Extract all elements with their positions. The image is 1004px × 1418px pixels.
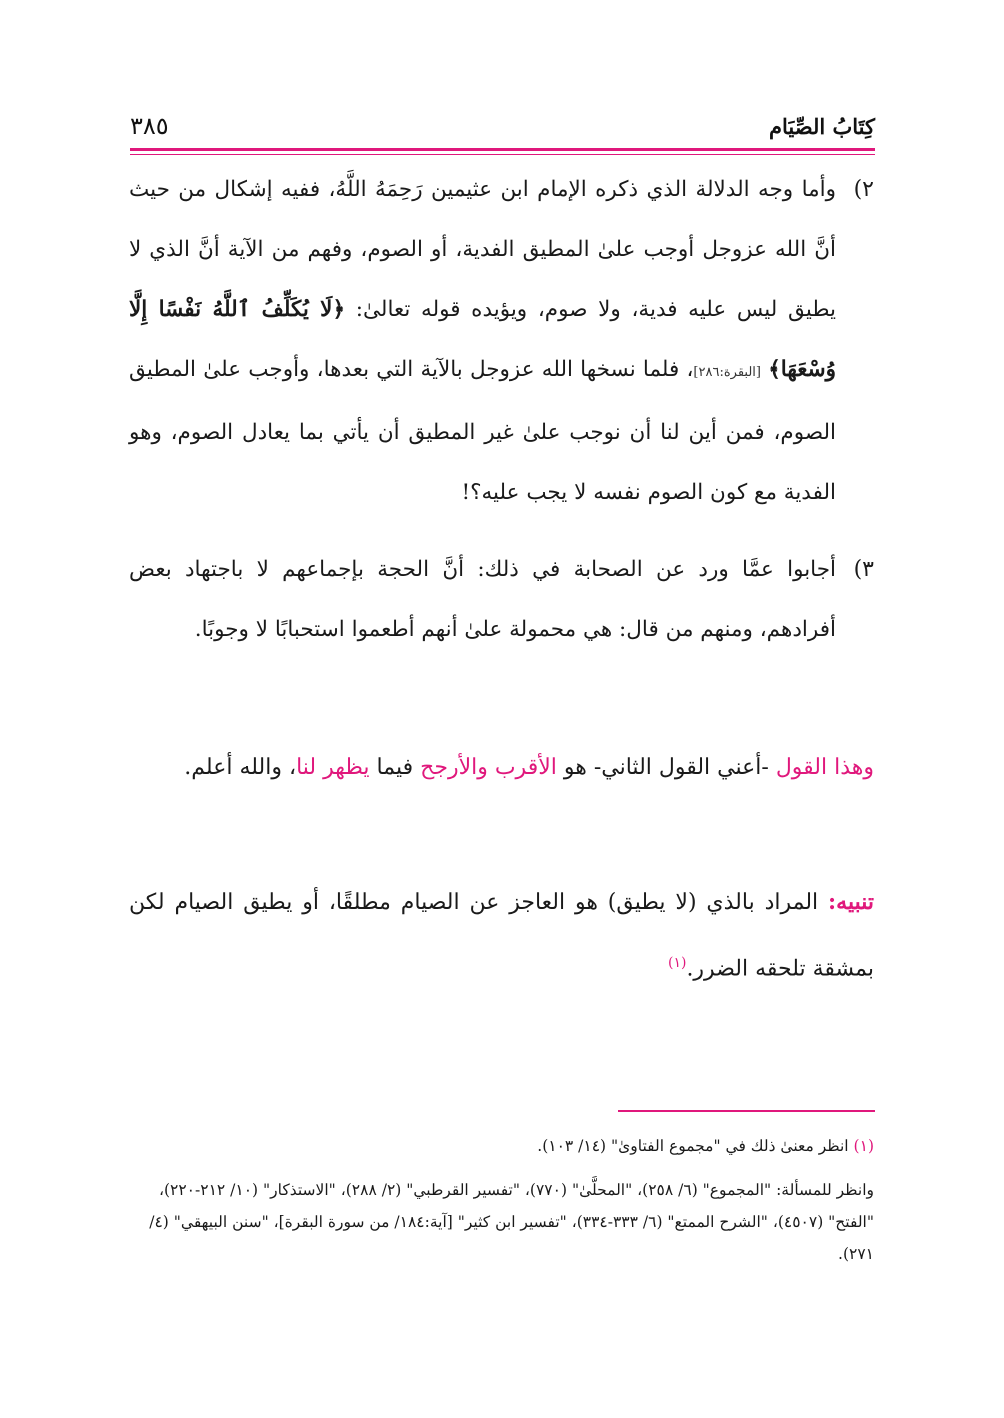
footnote-1	[129, 1130, 874, 1162]
list-item-number: ٣)	[853, 557, 874, 582]
item-text-part-b: ، فلما نسخها الله عزوجل بالآية التي بعدها، وأوجب علىٰ المطيق الصوم، فمن أين لنا أن نوجب علىٰ غير المطيق أن يأتي بما يعادل الصوم، وهو الفدية مع كون الصوم نفسه لا يجب عليه؟!	[129, 357, 836, 505]
conclusion-text-1: -أعني القول الثاني- هو	[556, 755, 776, 780]
list-item-3	[129, 540, 874, 660]
page-header	[130, 110, 875, 146]
footnotes	[129, 1130, 874, 1270]
highlight-most-correct: الأقرب والأرجح	[420, 755, 557, 780]
item-text-part-a: أجابوا عمَّا ورد عن الصحابة في ذلك: أنَّ الحجة بإجماعهم لا باجتهاد بعض أفرادهم، ومنهم من قال: هي محمولة علىٰ أنهم أطعموا استحبابًا لا وجوبًا.	[129, 557, 836, 642]
footnote-2-text: وانظر للمسألة: "المجموع" (٦/ ٢٥٨)، "المحلَّىٰ" (٧٧٠)، "تفسير القرطبي" (٢/ ٢٨٨)، "الاستذكار" (١٠/ ٢١٢-٢٢٠)، "الفتح" (٤٥٠٧)، "الشرح الممتع" (٦/ ٣٣٣-٣٣٤)، "تفسير ابن كثير" [آية:١٨٤/ من سورة البقرة]، "سنن البيهقي" (٤/ ٢٧١).	[149, 1181, 874, 1263]
conclusion-paragraph	[129, 738, 874, 798]
page-number: ٣٨٥	[130, 112, 169, 140]
note-text: المراد بالذي (لا يطيق) هو العاجز عن الصيام مطلقًا، أو يطيق الصيام لكن بمشقة تلحقه الضرر.	[129, 890, 874, 982]
list-item-2	[129, 160, 874, 523]
list-item-number: ٢)	[853, 177, 874, 202]
footnote-marker[interactable]: (١)	[667, 955, 687, 971]
header-rule-thin	[130, 154, 875, 155]
header-rule-thick	[130, 148, 875, 151]
note-label: تنبيه:	[828, 889, 874, 915]
book-title: كِتَابُ الصِّيَام	[769, 114, 875, 139]
conclusion-text-2: فيما	[369, 755, 421, 780]
conclusion-text-3: ، والله أعلم.	[184, 755, 297, 780]
note-paragraph	[129, 872, 874, 999]
list-item-text	[129, 160, 836, 523]
footnote-2	[129, 1174, 874, 1270]
list-item-text	[129, 540, 836, 660]
footnote-1-text: انظر معنىٰ ذلك في "مجموع الفتاوىٰ" (١٤/ ١٠٣).	[537, 1137, 854, 1155]
footnote-1-number: (١)	[853, 1137, 874, 1155]
quran-verse: ﴿لَا يُكَلِّفُ ٱللَّهُ نَفْسًا إِلَّا وُسْعَهَا﴾	[129, 297, 837, 382]
highlight-appears-to-us: يظهر لنا	[296, 755, 370, 780]
footnote-rule	[618, 1110, 875, 1112]
quran-reference: [البقرة:٢٨٦]	[693, 365, 761, 380]
item-text-part-a: وأما وجه الدلالة الذي ذكره الإمام ابن عثيمين رَحِمَهُ اللَّهُ، ففيه إشكال من حيث أنَّ الله عزوجل أوجب علىٰ المطيق الفدية، أو الصوم، وفهم من الآية أنَّ الذي لا يطيق ليس عليه فدية، ولا صوم، ويؤيده قوله تعالىٰ:	[129, 177, 836, 322]
highlight-this-opinion: وهذا القول	[775, 755, 874, 780]
